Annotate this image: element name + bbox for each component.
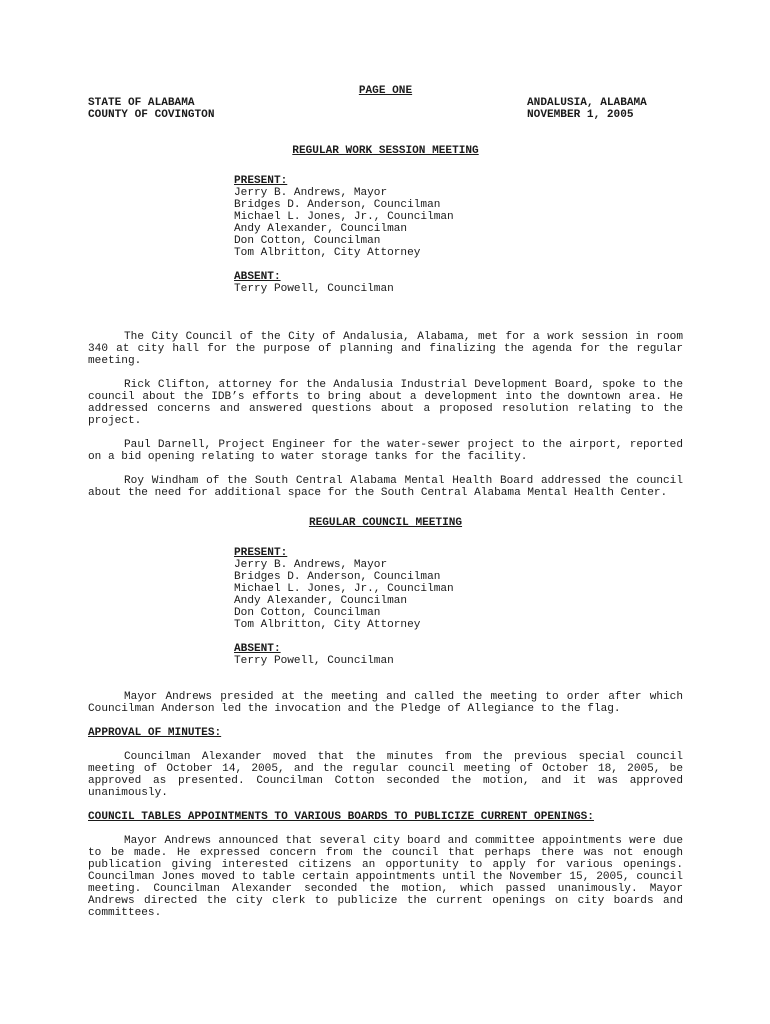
section-heading: APPROVAL OF MINUTES: [88, 727, 222, 739]
attendee: Jerry B. Andrews, Mayor [234, 187, 388, 199]
present-label: PRESENT: [234, 175, 288, 187]
attendee: Tom Albritton, City Attorney [234, 247, 421, 259]
paragraph: Mayor Andrews presided at the meeting and called the meeting to order after which Councilman Anderson led the invocation and the Pledge of Allegiance to the flag. [88, 691, 683, 715]
absent-label: ABSENT: [234, 643, 281, 655]
paragraph: Paul Darnell, Project Engineer for the water-sewer project to the airport, reported on a bid opening relating to water storage tanks for the facility. [88, 439, 683, 463]
paragraph: Councilman Alexander moved that the minutes from the previous special council meeting of October 14, 2005, and the regular council meeting of October 18, 2005, be approved as presented. Councilman Cotton seconded the motion, and it was approved unanimously. [88, 751, 683, 799]
document-page [88, 85, 683, 919]
paragraph: The City Council of the City of Andalusia, Alabama, met for a work session in room 340 at city hall for the purpose of planning and finalizing the agenda for the regular meeting. [88, 331, 683, 367]
county-label: COUNTY OF COVINGTON [88, 109, 215, 121]
attendee: Bridges D. Anderson, Councilman [234, 199, 441, 211]
city-label: ANDALUSIA, ALABAMA [527, 97, 647, 109]
council-meeting-attendance [234, 547, 683, 667]
present-label: PRESENT: [234, 547, 288, 559]
state-label: STATE OF ALABAMA [88, 97, 195, 109]
attendee: Andy Alexander, Councilman [234, 595, 408, 607]
attendee: Andy Alexander, Councilman [234, 223, 408, 235]
paragraph: Rick Clifton, attorney for the Andalusia Industrial Development Board, spoke to the council about the IDB’s efforts to bring about a development into the downtown area. He addressed concerns and answered questions about a proposed resolution relating to the project. [88, 379, 683, 427]
paragraph: Mayor Andrews announced that several city board and committee appointments were due to be made. He expressed concern from the council that perhaps there was not enough publication giving interested citizens an opportunity to apply for various openings. Councilman Jones moved to table certain appointments until the November 15, 2005, council meeting. Councilman Alexander seconded the motion, which passed unanimously. Mayor Andrews directed the city clerk to publicize the current openings on city boards and committees. [88, 835, 683, 919]
page-label: PAGE ONE [358, 85, 413, 97]
attendee: Bridges D. Anderson, Councilman [234, 571, 441, 583]
council-meeting-title: REGULAR COUNCIL MEETING [308, 517, 463, 529]
absent-label: ABSENT: [234, 271, 281, 283]
attendee: Don Cotton, Councilman [234, 235, 381, 247]
work-session-title: REGULAR WORK SESSION MEETING [292, 145, 479, 157]
work-session-attendance [234, 175, 683, 295]
attendee: Don Cotton, Councilman [234, 607, 381, 619]
section-heading: COUNCIL TABLES APPOINTMENTS TO VARIOUS BOARDS TO PUBLICIZE CURRENT OPENINGS: [88, 811, 594, 823]
attendee: Michael L. Jones, Jr., Councilman [234, 211, 454, 223]
absentee: Terry Powell, Councilman [234, 283, 394, 295]
header-row-2 [88, 109, 683, 121]
absentee: Terry Powell, Councilman [234, 655, 394, 667]
header-row-1 [88, 97, 683, 109]
attendee: Jerry B. Andrews, Mayor [234, 559, 388, 571]
attendee: Tom Albritton, City Attorney [234, 619, 421, 631]
paragraph: Roy Windham of the South Central Alabama Mental Health Board addressed the council about the need for additional space for the South Central Alabama Mental Health Center. [88, 475, 683, 499]
attendee: Michael L. Jones, Jr., Councilman [234, 583, 454, 595]
meeting-date: NOVEMBER 1, 2005 [527, 109, 634, 121]
